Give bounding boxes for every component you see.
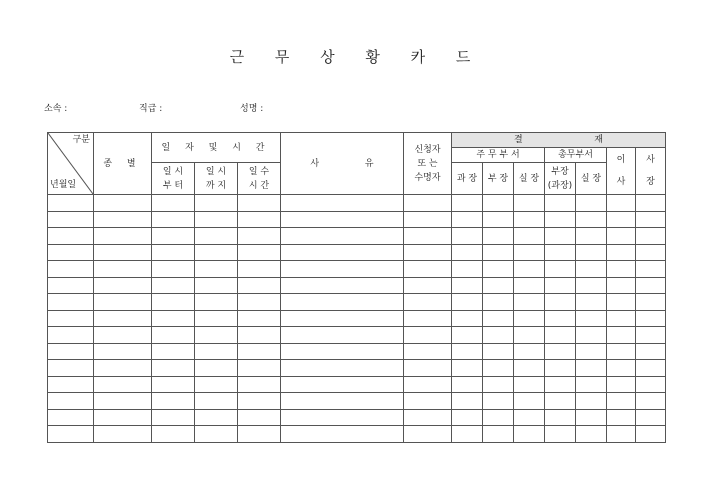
table-row <box>48 228 666 245</box>
category-label: 구분 <box>72 135 90 145</box>
gd-office-chief-header: 실 장 <box>576 163 607 195</box>
director-header: 이 사 <box>607 148 636 195</box>
table-row <box>48 393 666 410</box>
entry-cell[interactable] <box>94 343 152 360</box>
table-row <box>48 426 666 443</box>
entry-cell[interactable] <box>576 244 607 261</box>
name-label: 성명 : <box>240 104 264 114</box>
entry-cell[interactable] <box>152 294 195 311</box>
entry-cell[interactable] <box>483 277 514 294</box>
entry-cell[interactable] <box>636 343 666 360</box>
entry-cell[interactable] <box>483 294 514 311</box>
entry-cell[interactable] <box>404 195 452 212</box>
entry-cell[interactable] <box>514 327 545 344</box>
entry-cell[interactable] <box>238 244 281 261</box>
entry-cell[interactable] <box>281 393 404 410</box>
entry-cell[interactable] <box>238 327 281 344</box>
entry-cell[interactable] <box>281 360 404 377</box>
entry-cell[interactable] <box>94 409 152 426</box>
table-row <box>48 409 666 426</box>
entry-cell[interactable] <box>545 343 576 360</box>
entry-cell[interactable] <box>514 195 545 212</box>
entry-cell[interactable] <box>452 310 483 327</box>
table-row <box>48 195 666 212</box>
entry-cell[interactable] <box>483 244 514 261</box>
entry-cell[interactable] <box>514 277 545 294</box>
entry-cell[interactable] <box>281 409 404 426</box>
entry-cell[interactable] <box>195 195 238 212</box>
entry-cell[interactable] <box>404 393 452 410</box>
entry-cell[interactable] <box>195 228 238 245</box>
entry-cell[interactable] <box>514 393 545 410</box>
entry-cell[interactable] <box>576 327 607 344</box>
entry-cell[interactable] <box>404 376 452 393</box>
entry-cell[interactable] <box>483 393 514 410</box>
entry-cell[interactable] <box>404 360 452 377</box>
entry-cell[interactable] <box>195 294 238 311</box>
entry-cell[interactable] <box>195 211 238 228</box>
entry-cell[interactable] <box>483 195 514 212</box>
general-dept-header: 총무부서 <box>545 148 607 163</box>
entry-cell[interactable] <box>195 244 238 261</box>
entry-cell[interactable] <box>238 228 281 245</box>
entry-cell[interactable] <box>636 228 666 245</box>
entry-cell[interactable] <box>152 310 195 327</box>
entry-cell[interactable] <box>281 228 404 245</box>
entry-cell[interactable] <box>94 294 152 311</box>
entry-cell[interactable] <box>452 261 483 278</box>
entry-cell[interactable] <box>152 327 195 344</box>
entry-cell[interactable] <box>483 409 514 426</box>
entry-cell[interactable] <box>452 426 483 443</box>
entry-cell[interactable] <box>545 426 576 443</box>
entry-cell[interactable] <box>281 294 404 311</box>
entry-cell[interactable] <box>404 211 452 228</box>
entry-cell[interactable] <box>238 393 281 410</box>
entry-cell[interactable] <box>94 228 152 245</box>
entry-cell[interactable] <box>48 310 94 327</box>
duration-header: 일 수 시 간 <box>238 163 281 195</box>
entry-cell[interactable] <box>452 244 483 261</box>
to-datetime-header: 일 시 까 지 <box>195 163 238 195</box>
table-row <box>48 211 666 228</box>
entry-cell[interactable] <box>545 310 576 327</box>
entry-cell[interactable] <box>607 360 636 377</box>
entry-cell[interactable] <box>576 228 607 245</box>
entry-cell[interactable] <box>483 343 514 360</box>
entry-cell[interactable] <box>152 409 195 426</box>
entry-cell[interactable] <box>281 343 404 360</box>
entry-cell[interactable] <box>576 211 607 228</box>
entry-cell[interactable] <box>94 426 152 443</box>
entry-cell[interactable] <box>607 409 636 426</box>
entry-cell[interactable] <box>483 360 514 377</box>
entry-cell[interactable] <box>152 244 195 261</box>
entry-cell[interactable] <box>281 327 404 344</box>
entry-cell[interactable] <box>152 228 195 245</box>
entry-cell[interactable] <box>48 376 94 393</box>
entry-cell[interactable] <box>576 426 607 443</box>
office-chief-header: 실 장 <box>514 163 545 195</box>
entry-cell[interactable] <box>576 409 607 426</box>
entry-cell[interactable] <box>607 393 636 410</box>
entry-cell[interactable] <box>636 426 666 443</box>
entry-cell[interactable] <box>545 211 576 228</box>
entry-cell[interactable] <box>576 195 607 212</box>
entry-cell[interactable] <box>404 310 452 327</box>
entry-cell[interactable] <box>404 426 452 443</box>
entry-cell[interactable] <box>576 393 607 410</box>
entry-cell[interactable] <box>195 426 238 443</box>
entry-cell[interactable] <box>48 409 94 426</box>
entry-cell[interactable] <box>636 327 666 344</box>
entry-cell[interactable] <box>545 376 576 393</box>
entry-cell[interactable] <box>545 409 576 426</box>
entry-cell[interactable] <box>238 277 281 294</box>
entry-cell[interactable] <box>238 376 281 393</box>
entry-cell[interactable] <box>545 294 576 311</box>
entry-cell[interactable] <box>452 393 483 410</box>
entry-cell[interactable] <box>238 426 281 443</box>
table-row <box>48 360 666 377</box>
entry-cell[interactable] <box>452 195 483 212</box>
entry-cell[interactable] <box>483 376 514 393</box>
table-row <box>48 310 666 327</box>
page-title: 근 무 상 황 카 드 <box>229 48 484 66</box>
entry-cell[interactable] <box>48 228 94 245</box>
entry-cell[interactable] <box>607 244 636 261</box>
entry-cell[interactable] <box>195 393 238 410</box>
applicant-header: 신청자 또 는 수명자 <box>404 133 452 195</box>
entry-cell[interactable] <box>452 228 483 245</box>
entry-cell[interactable] <box>483 426 514 443</box>
entry-cell[interactable] <box>514 244 545 261</box>
entry-cell[interactable] <box>545 327 576 344</box>
entry-cell[interactable] <box>281 376 404 393</box>
entry-cell[interactable] <box>483 327 514 344</box>
entry-cell[interactable] <box>607 294 636 311</box>
entry-cell[interactable] <box>195 327 238 344</box>
entry-cell[interactable] <box>94 195 152 212</box>
entry-cell[interactable] <box>545 277 576 294</box>
entry-cell[interactable] <box>195 376 238 393</box>
entry-cell[interactable] <box>152 343 195 360</box>
entry-cell[interactable] <box>576 376 607 393</box>
entry-cell[interactable] <box>195 360 238 377</box>
entry-cell[interactable] <box>281 211 404 228</box>
entry-cell[interactable] <box>238 343 281 360</box>
entry-cell[interactable] <box>452 409 483 426</box>
president-header: 사 장 <box>636 148 666 195</box>
entry-cell[interactable] <box>514 211 545 228</box>
affiliation-label: 소속 : <box>44 104 68 114</box>
approval-header: 결 재 <box>452 133 666 148</box>
gd-manager-header: 부장 (과장) <box>545 163 576 195</box>
entry-cell[interactable] <box>514 310 545 327</box>
corner-header-cell <box>48 133 94 195</box>
entry-cell[interactable] <box>545 195 576 212</box>
entry-cell[interactable] <box>195 310 238 327</box>
entry-cell[interactable] <box>607 277 636 294</box>
entry-cell[interactable] <box>576 310 607 327</box>
entry-cell[interactable] <box>607 228 636 245</box>
table-row <box>48 277 666 294</box>
entry-cell[interactable] <box>636 244 666 261</box>
entry-cell[interactable] <box>514 409 545 426</box>
entry-cell[interactable] <box>545 228 576 245</box>
entry-cell[interactable] <box>636 294 666 311</box>
entry-cell[interactable] <box>238 310 281 327</box>
entry-cell[interactable] <box>281 310 404 327</box>
table-row <box>48 294 666 311</box>
entry-cell[interactable] <box>48 211 94 228</box>
entry-cell[interactable] <box>514 360 545 377</box>
entry-cell[interactable] <box>452 277 483 294</box>
entry-cell[interactable] <box>607 261 636 278</box>
entry-cell[interactable] <box>514 261 545 278</box>
entry-cell[interactable] <box>452 327 483 344</box>
entry-cell[interactable] <box>545 261 576 278</box>
entry-cell[interactable] <box>281 244 404 261</box>
entry-cell[interactable] <box>636 261 666 278</box>
entry-cell[interactable] <box>152 195 195 212</box>
section-chief-header: 과 장 <box>452 163 483 195</box>
entry-cell[interactable] <box>483 310 514 327</box>
entry-cell[interactable] <box>404 261 452 278</box>
entry-cell[interactable] <box>94 244 152 261</box>
entry-cell[interactable] <box>48 426 94 443</box>
entry-cell[interactable] <box>281 426 404 443</box>
entry-cell[interactable] <box>452 294 483 311</box>
entry-cell[interactable] <box>514 426 545 443</box>
entry-cell[interactable] <box>576 294 607 311</box>
deputy-manager-header: 부 장 <box>483 163 514 195</box>
entry-cell[interactable] <box>607 343 636 360</box>
entry-cell[interactable] <box>545 244 576 261</box>
entry-cell[interactable] <box>152 360 195 377</box>
entry-cell[interactable] <box>483 228 514 245</box>
position-label: 직급 : <box>139 104 163 114</box>
entry-cell[interactable] <box>607 327 636 344</box>
entry-cell[interactable] <box>636 277 666 294</box>
entry-cell[interactable] <box>636 360 666 377</box>
entry-cell[interactable] <box>238 294 281 311</box>
entry-cell[interactable] <box>281 195 404 212</box>
entry-cell[interactable] <box>483 211 514 228</box>
entry-cell[interactable] <box>452 376 483 393</box>
entry-cell[interactable] <box>514 228 545 245</box>
entry-cell[interactable] <box>48 261 94 278</box>
table-row <box>48 244 666 261</box>
entry-cell[interactable] <box>152 393 195 410</box>
reason-header: 사 유 <box>281 133 404 195</box>
entry-cell[interactable] <box>94 360 152 377</box>
entry-cell[interactable] <box>636 376 666 393</box>
entry-cell[interactable] <box>48 294 94 311</box>
entry-cell[interactable] <box>94 277 152 294</box>
entry-cell[interactable] <box>576 343 607 360</box>
entry-cell[interactable] <box>94 393 152 410</box>
from-datetime-header: 일 시 부 터 <box>152 163 195 195</box>
entry-cell[interactable] <box>404 277 452 294</box>
entry-cell[interactable] <box>607 376 636 393</box>
entry-cell[interactable] <box>514 343 545 360</box>
entry-cell[interactable] <box>607 426 636 443</box>
entry-cell[interactable] <box>636 310 666 327</box>
type-header: 종 별 <box>94 133 152 195</box>
date-label: 년월일 <box>50 180 77 190</box>
table-row <box>48 376 666 393</box>
entry-cell[interactable] <box>607 195 636 212</box>
entry-cell[interactable] <box>452 343 483 360</box>
entry-cell[interactable] <box>281 261 404 278</box>
entry-cell[interactable] <box>48 393 94 410</box>
entry-cell[interactable] <box>94 310 152 327</box>
entry-cell[interactable] <box>94 376 152 393</box>
entry-cell[interactable] <box>576 261 607 278</box>
entry-cell[interactable] <box>404 228 452 245</box>
entry-cell[interactable] <box>607 310 636 327</box>
entry-cell[interactable] <box>404 327 452 344</box>
entry-cell[interactable] <box>238 195 281 212</box>
entry-cell[interactable] <box>152 426 195 443</box>
entry-cell[interactable] <box>195 409 238 426</box>
work-status-table <box>47 132 666 443</box>
entry-cell[interactable] <box>48 244 94 261</box>
datetime-group-header: 일 자 및 시 간 <box>152 133 281 163</box>
entry-cell[interactable] <box>48 277 94 294</box>
table-row <box>48 343 666 360</box>
entry-cell[interactable] <box>238 409 281 426</box>
main-dept-header: 주 무 부 서 <box>452 148 545 163</box>
entry-cell[interactable] <box>514 376 545 393</box>
entry-cell[interactable] <box>545 360 576 377</box>
entry-cell[interactable] <box>452 211 483 228</box>
entry-cell[interactable] <box>452 360 483 377</box>
entry-cell[interactable] <box>152 376 195 393</box>
entry-cell[interactable] <box>483 261 514 278</box>
entry-cell[interactable] <box>152 211 195 228</box>
entry-cell[interactable] <box>404 409 452 426</box>
entry-cell[interactable] <box>545 393 576 410</box>
entry-cell[interactable] <box>636 409 666 426</box>
entry-cell[interactable] <box>195 277 238 294</box>
entry-cell[interactable] <box>636 393 666 410</box>
entry-cell[interactable] <box>404 294 452 311</box>
table-row <box>48 261 666 278</box>
entry-cell[interactable] <box>514 294 545 311</box>
table-row <box>48 327 666 344</box>
entry-cell[interactable] <box>195 343 238 360</box>
entry-cell[interactable] <box>48 343 94 360</box>
entry-cell[interactable] <box>636 211 666 228</box>
entry-cell[interactable] <box>238 360 281 377</box>
entry-cell[interactable] <box>94 261 152 278</box>
entry-cell[interactable] <box>48 327 94 344</box>
entry-cell[interactable] <box>576 277 607 294</box>
entry-cell[interactable] <box>94 327 152 344</box>
entry-cell[interactable] <box>238 211 281 228</box>
entry-cell[interactable] <box>48 360 94 377</box>
entry-cell[interactable] <box>404 244 452 261</box>
entry-cell[interactable] <box>195 261 238 278</box>
entry-cell[interactable] <box>404 343 452 360</box>
entry-cell[interactable] <box>152 277 195 294</box>
entry-cell[interactable] <box>152 261 195 278</box>
entry-cell[interactable] <box>607 211 636 228</box>
entry-cell[interactable] <box>576 360 607 377</box>
entry-cell[interactable] <box>281 277 404 294</box>
entry-cell[interactable] <box>636 195 666 212</box>
entry-cell[interactable] <box>94 211 152 228</box>
entry-cell[interactable] <box>48 195 94 212</box>
entry-cell[interactable] <box>238 261 281 278</box>
